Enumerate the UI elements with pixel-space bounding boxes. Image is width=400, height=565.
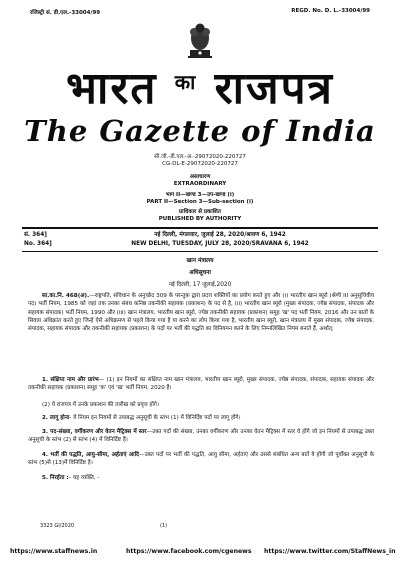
masthead-hindi-word-bharat: भारत [66,63,158,114]
issue-number-hindi: सं. 364] [24,232,47,238]
notification-date: नई दिल्ली, 17 जुलाई,2020 [168,282,232,288]
masthead-hindi-word-ka: का [174,70,198,94]
rule-1-paragraph [28,376,374,393]
authority-english: PUBLISHED BY AUTHORITY [158,216,242,222]
issue-row-hindi [24,231,376,239]
rule-3-text: —उक्त पदों की संख्या, उनका वर्गीकरण और उनका वेतन मैट्रिक्स में स्तर वे होंगे जो इन नियमों से उपाबद्ध उक्त अनुसूची के स्तंभ (2) से स्तंभ (4) में विनिर्दिष्ट हैं। [28,429,374,444]
footer-page-number: (1) [160,523,168,529]
authority-hindi: प्राधिकार से प्रकाशित [179,209,221,215]
rule-2-paragraph [28,414,374,422]
masthead-hindi [0,58,400,113]
rule-1-heading: 1. संक्षिप्त नाम और प्रारंभ [42,377,99,383]
notification-heading: अधिसूचना [189,270,211,276]
cg-id-english: CG-DL-E-29072020-220727 [162,161,238,167]
rule-5-heading: 5. निरर्हता : [42,475,69,481]
facebook-link[interactable]: https://www.facebook.com/cgenews [126,548,252,555]
rule-1-text: — (1) इन नियमों का संक्षिप्त नाम खान मंत्रालय, भारतीय खान ब्यूरो, मुख्य संपादक, ज्येष्ठ संपादक, संपादक, सहायक संपादक और तकनीकी सहायक (प्रकाशन) समूह 'क' एवं 'ख' भर्ती नियम, 2020 है। [28,377,374,392]
registration-number-hindi: रजिस्ट्री सं. डी.एल.-33004/99 [30,10,101,16]
masthead-hindi-word-rajpatra: राजपत्र [214,63,334,114]
extraordinary-hindi: असाधारण [189,174,211,180]
ministry-heading: खान मंत्रालय [186,258,214,264]
rule-4-paragraph [28,451,374,468]
registration-row [30,8,370,18]
rule-4-text: —उक्त पदों पर भर्ती की पद्धति, आयु सीमा, अर्हताएं और उससे संबंधित अन्य बातें वे होंगी जो पूर्वोक्त अनुसूची के स्तंभ (5)से (13)में विनिर्दिष्ट है। [28,452,375,467]
rule-1-subclause: (2) ये राजपत्र में उनके प्रकाशन की तारीख को प्रवृत्त होंगे। [42,402,160,408]
rule-2-text: - ये नियम इन नियमों से उपाबद्ध अनुसूची के स्तंभ (1) में विनिर्दिष्ट पदों पर लागू होंगे। [69,415,241,421]
national-emblem-icon [185,20,215,60]
intro-paragraph [28,292,374,333]
cg-id-hindi: सी.जी.-डी.एल.-अ.-29072020-220727 [154,154,246,160]
rule-5-text: – वह व्यक्ति, - [68,475,100,481]
intro-text: —राष्ट्रपति, संविधान के अनुच्छेद 309 के परन्तुक द्वारा प्रदत्त शक्तियों का प्रयोग करते हुए और (i) भारतीय खान ब्यूरो (श्रेणी III अनुसूचिवीय पद) भर्ती नियम, 1985 को जहां तक उनका संबंध कनिष्ठ तकनीकी सहायक (प्रकाशन) के पद से है, (ii) भारतीय खान ब्यूरो (मुख्य संपादक, ज्येष्ठ संपादक, संपादक और सहायक संपादक) भर्ती नियम, 1990 और (iii) खान मंत्रालय, भारतीय खान ब्यूरो, ज्येष्ठ तकनीकी सहायक (प्रकाशन) समूह 'ख' पद भर्ती नियम, 2016 और उन बातों के सिवाय अधिक्रांत करते हुए जिन्हें ऐसे अधिक्रमण से पहले किया गया है या करने का लोप किया गया है, भारतीय खान ब्यूरो, खान मंत्रालय में मुख्य संपादक, ज्येष्ठ संपादक, संपादक, सहायक संपादक और तकनीकी सहायक (प्रकाशन) के पदों पर भर्ती की पद्धति का विनियमन करने के लिए निम्नलिखित नियम बनाते हैं, अर्थात्: [28,293,374,333]
rule-2-heading: 2. लागू होना [42,415,70,421]
part-english: PART II—Section 3—Sub-section (i) [146,199,254,205]
part-hindi: भाग II—खण्ड 3—उप-खण्ड (i) [165,192,235,198]
extraordinary-english: EXTRAORDINARY [173,181,227,187]
issue-row-english [24,240,376,248]
rule-3-paragraph [28,428,374,445]
top-divider [22,227,378,229]
twitter-link[interactable]: https://www.twitter.com/StaffNews_in [264,548,396,555]
registration-number-english: REGD. No. D. L.-33004/99 [291,8,370,14]
issue-date-hindi: नई दिल्ली, मंगलवार, जुलाई 28, 2020/श्रावण 6, 1942 [154,232,286,238]
rule-4-heading: 4. भर्ती की पद्धति, आयु-सीमा, अर्हताएं आदि [42,452,139,458]
staffnews-link[interactable]: https://www.staffnews.in [10,548,98,555]
issue-number-english: No. 364] [24,241,52,247]
issue-date-english: NEW DELHI, TUESDAY, JULY 28, 2020/SRAVANA 6, 1942 [131,241,309,247]
rule-5-paragraph [28,474,374,482]
notification-reference: सा.का.नि. 468(अ). [42,293,90,299]
mid-divider [22,251,378,252]
footer-code: 3323 GI/2020 [40,523,75,529]
rule-3-heading: 3. पद-संख्या, वर्गीकरण और वेतन मैट्रिक्स में स्तर [42,429,147,435]
masthead-english: The Gazette of India [24,114,376,148]
